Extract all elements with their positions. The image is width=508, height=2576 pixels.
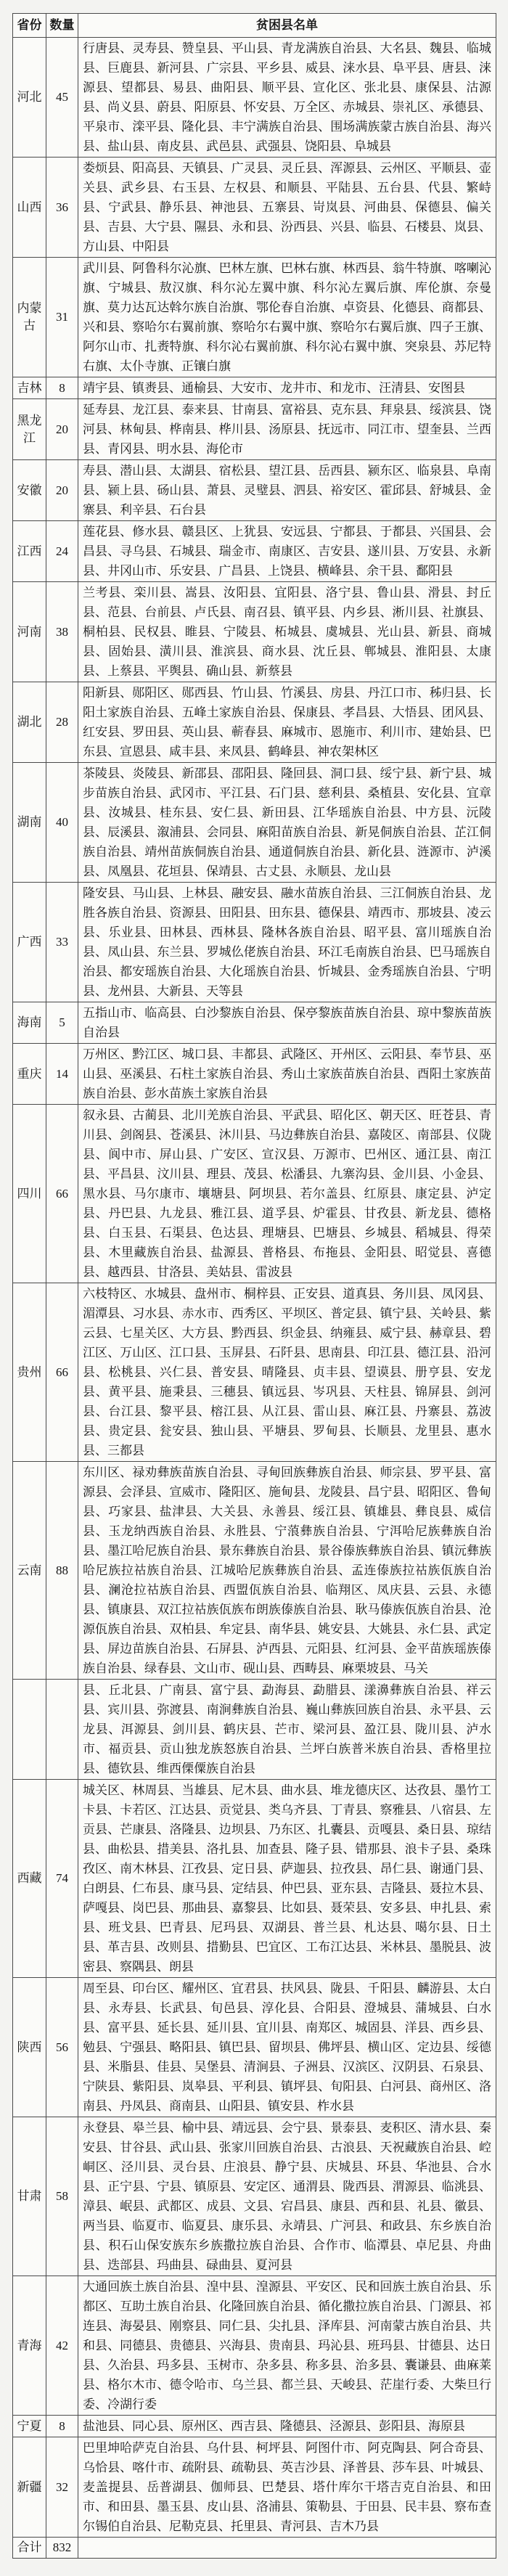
table-row: [13, 2416, 496, 2437]
count-cell: 8: [46, 2416, 78, 2437]
province-cell: 内蒙古: [13, 258, 46, 377]
province-cell: 广西: [13, 883, 46, 1002]
table-row: [13, 1680, 496, 1780]
counties-cell: 六枝特区、水城县、盘州市、桐梓县、正安县、道真县、务川县、凤冈县、湄潭县、习水县、赤水市、西秀区、平坝区、普定县、镇宁县、关岭县、紫云县、七星关区、大方县、黔西县、织金县、纳雍县、威宁县、赫章县、碧江区、万山区、江口县、玉屏县、石阡县、思南县、印江县、德江县、沿河县、松桃县、兴仁县、普安县、晴隆县、贞丰县、望谟县、册亨县、安龙县、黄平县、施秉县、三穗县、镇远县、岑巩县、天柱县、锦屏县、剑河县、台江县、黎平县、榕江县、从江县、雷山县、麻江县、丹寨县、荔波县、贵定县、瓮安县、独山县、平塘县、罗甸县、长顺县、龙里县、惠水县、三都县: [78, 1283, 496, 1462]
province-cell: 吉林: [13, 377, 46, 399]
table-row: [13, 1462, 496, 1680]
counties-cell: 县、丘北县、广南县、富宁县、勐海县、勐腊县、漾濞彝族自治县、祥云县、宾川县、弥渡县、南涧彝族自治县、巍山彝族回族自治县、永平县、云龙县、洱源县、剑川县、鹤庆县、芒市、梁河县、盈江县、陇川县、泸水市、福贡县、贡山独龙族怒族自治县、兰坪白族普米族自治县、香格里拉县、德钦县、维西傈僳族自治县: [78, 1680, 496, 1780]
counties-cell: 盐池县、同心县、原州区、西吉县、隆德县、泾源县、彭阳县、海原县: [78, 2416, 496, 2437]
table-row: [13, 682, 496, 763]
counties-cell: 万州区、黔江区、城口县、丰都县、武隆区、开州区、云阳县、奉节县、巫山县、巫溪县、石柱土家族自治县、秀山土家族苗族自治县、酉阳土家族苗族自治县、彭水苗族土家族自治县: [78, 1044, 496, 1105]
counties-cell: 阳新县、郧阳区、郧西县、竹山县、竹溪县、房县、丹江口市、秭归县、长阳土家族自治县、五峰土家族自治县、保康县、孝昌县、大悟县、团风县、红安县、罗田县、英山县、蕲春县、麻城市、恩施市、利川市、建始县、巴东县、宣恩县、咸丰县、来凤县、鹤峰县、神农架林区: [78, 682, 496, 763]
table-row: [13, 2538, 496, 2559]
count-cell: 38: [46, 582, 78, 682]
counties-cell: 寿县、潜山县、太湖县、宿松县、望江县、岳西县、颍东区、临泉县、阜南县、颍上县、砀山县、萧县、灵璧县、泗县、裕安区、霍邱县、舒城县、金寨县、利辛县、石台县: [78, 460, 496, 521]
counties-cell: 永登县、皋兰县、榆中县、靖远县、会宁县、景泰县、麦积区、清水县、秦安县、甘谷县、武山县、张家川回族自治县、古浪县、天祝藏族自治县、崆峒区、泾川县、灵台县、庄浪县、静宁县、庆城县、环县、华池县、合水县、正宁县、宁县、镇原县、安定区、通渭县、陇西县、渭源县、临洮县、漳县、岷县、武都区、成县、文县、宕昌县、康县、西和县、礼县、徽县、两当县、临夏市、临夏县、康乐县、永靖县、广河县、和政县、东乡族自治县、积石山保安族东乡族撒拉族自治县、合作市、临潭县、卓尼县、舟曲县、迭部县、玛曲县、碌曲县、夏河县: [78, 2117, 496, 2276]
province-cell: 陕西: [13, 1978, 46, 2117]
count-cell: 88: [46, 1462, 78, 1680]
poverty-county-table: [12, 13, 496, 2559]
table-row: [13, 2437, 496, 2538]
table-row: [13, 460, 496, 521]
table-row: [13, 377, 496, 399]
counties-cell: 隆安县、马山县、上林县、融安县、融水苗族自治县、三江侗族自治县、龙胜各族自治县、资源县、田阳县、田东县、德保县、靖西市、那坡县、凌云县、乐业县、田林县、西林县、隆林各族自治县、昭平县、富川瑶族自治县、凤山县、东兰县、罗城仫佬族自治县、环江毛南族自治县、巴马瑶族自治县、都安瑶族自治县、大化瑶族自治县、忻城县、金秀瑶族自治县、宁明县、龙州县、大新县、天等县: [78, 883, 496, 1002]
province-cell: 甘肃: [13, 2117, 46, 2276]
counties-cell: 叙永县、古蔺县、北川羌族自治县、平武县、昭化区、朝天区、旺苍县、青川县、剑阁县、苍溪县、沐川县、马边彝族自治县、嘉陵区、南部县、仪陇县、阆中市、屏山县、广安区、宣汉县、万源市、巴州区、通江县、南江县、平昌县、汶川县、理县、茂县、松潘县、九寨沟县、金川县、小金县、黑水县、马尔康市、壤塘县、阿坝县、若尔盖县、红原县、康定县、泸定县、丹巴县、九龙县、雅江县、道孚县、炉霍县、甘孜县、新龙县、德格县、白玉县、石渠县、色达县、理塘县、巴塘县、乡城县、稻城县、得荣县、木里藏族自治县、盐源县、普格县、布拖县、金阳县、昭觉县、喜德县、越西县、甘洛县、美姑县、雷波县: [78, 1105, 496, 1283]
counties-cell: 周至县、印台区、耀州区、宜君县、扶风县、陇县、千阳县、麟游县、太白县、永寿县、长武县、旬邑县、淳化县、合阳县、澄城县、蒲城县、白水县、富平县、延长县、延川县、宜川县、南郑区、城固县、洋县、西乡县、勉县、宁强县、略阳县、镇巴县、留坝县、佛坪县、横山区、定边县、绥德县、米脂县、佳县、吴堡县、清涧县、子洲县、汉滨区、汉阴县、石泉县、宁陕县、紫阳县、岚皋县、平利县、镇坪县、旬阳县、白河县、商州区、洛南县、丹凤县、商南县、山阳县、镇安县、柞水县: [78, 1978, 496, 2117]
province-cell: 西藏: [13, 1780, 46, 1978]
count-cell: 5: [46, 1002, 78, 1044]
province-cell: 山西: [13, 158, 46, 258]
table-row: [13, 38, 496, 158]
province-cell: 安徽: [13, 460, 46, 521]
province-cell: 重庆: [13, 1044, 46, 1105]
count-cell: 20: [46, 460, 78, 521]
province-cell: 河南: [13, 582, 46, 682]
count-cell: 8: [46, 377, 78, 399]
counties-cell: 茶陵县、炎陵县、新邵县、邵阳县、隆回县、洞口县、绥宁县、新宁县、城步苗族自治县、武冈市、平江县、石门县、慈利县、桑植县、安化县、宜章县、汝城县、桂东县、安仁县、新田县、江华瑶族自治县、中方县、沅陵县、辰溪县、溆浦县、会同县、麻阳苗族自治县、新晃侗族自治县、芷江侗族自治县、靖州苗族侗族自治县、通道侗族自治县、新化县、涟源市、泸溪县、凤凰县、花垣县、保靖县、古丈县、永顺县、龙山县: [78, 763, 496, 883]
header-row: [13, 14, 496, 38]
province-cell: 合计: [13, 2538, 46, 2559]
province-cell: 江西: [13, 521, 46, 582]
table-row: [13, 1978, 496, 2117]
table-row: [13, 2117, 496, 2276]
count-cell: 66: [46, 1105, 78, 1283]
count-cell: 28: [46, 682, 78, 763]
count-cell: 58: [46, 2117, 78, 2276]
count-cell: 74: [46, 1780, 78, 1978]
counties-cell: 城关区、林周县、当雄县、尼木县、曲水县、堆龙德庆区、达孜县、墨竹工卡县、卡若区、江达县、贡觉县、类乌齐县、丁青县、察雅县、八宿县、左贡县、芒康县、洛隆县、边坝县、乃东区、扎囊县、贡嘎县、桑日县、琼结县、曲松县、措美县、洛扎县、加查县、隆子县、错那县、浪卡子县、桑珠孜区、南木林县、江孜县、定日县、萨迦县、拉孜县、昂仁县、谢通门县、白朗县、仁布县、康马县、定结县、仲巴县、亚东县、吉隆县、聂拉木县、萨嘎县、岗巴县、那曲县、嘉黎县、比如县、聂荣县、安多县、申扎县、索县、班戈县、巴青县、尼玛县、双湖县、普兰县、札达县、噶尔县、日土县、革吉县、改则县、措勤县、巴宜区、工布江达县、米林县、墨脱县、波密县、察隅县、朗县: [78, 1780, 496, 1978]
table-row: [13, 1105, 496, 1283]
province-cell: 新疆: [13, 2437, 46, 2538]
count-cell: 40: [46, 763, 78, 883]
table-row: [13, 158, 496, 258]
table-row: [13, 521, 496, 582]
province-cell: 湖北: [13, 682, 46, 763]
count-cell: 45: [46, 38, 78, 158]
header-province: 省份: [13, 14, 46, 38]
count-cell: 24: [46, 521, 78, 582]
counties-cell: 巴里坤哈萨克自治县、乌什县、柯坪县、阿图什市、阿克陶县、阿合奇县、乌恰县、喀什市、疏附县、疏勒县、英吉沙县、泽普县、莎车县、叶城县、麦盖提县、岳普湖县、伽师县、巴楚县、塔什库尔干塔吉克自治县、和田市、和田县、墨玉县、皮山县、洛浦县、策勒县、于田县、民丰县、察布查尔锡伯自治县、尼勒克县、托里县、青河县、吉木乃县: [78, 2437, 496, 2538]
province-cell: 黑龙江: [13, 399, 46, 460]
count-cell: 33: [46, 883, 78, 1002]
counties-cell: 东川区、禄劝彝族苗族自治县、寻甸回族彝族自治县、师宗县、罗平县、富源县、会泽县、宣威市、隆阳区、施甸县、龙陵县、昌宁县、昭阳区、鲁甸县、巧家县、盐津县、大关县、永善县、绥江县、镇雄县、彝良县、威信县、玉龙纳西族自治县、永胜县、宁蒗彝族自治县、宁洱哈尼族彝族自治县、墨江哈尼族自治县、景东彝族自治县、景谷傣族彝族自治县、镇沅彝族哈尼族拉祜族自治县、江城哈尼族彝族自治县、孟连傣族拉祜族佤族自治县、澜沧拉祜族自治县、西盟佤族自治县、临翔区、凤庆县、云县、永德县、镇康县、双江拉祜族佤族布朗族傣族自治县、耿马傣族佤族自治县、沧源佤族自治县、双柏县、牟定县、南华县、姚安县、大姚县、永仁县、武定县、屏边苗族自治县、石屏县、泸西县、元阳县、红河县、金平苗族瑶族傣族自治县、绿春县、文山市、砚山县、西畴县、麻栗坡县、马关: [78, 1462, 496, 1680]
count-cell: 20: [46, 399, 78, 460]
counties-cell: 延寿县、龙江县、泰来县、甘南县、富裕县、克东县、拜泉县、绥滨县、饶河县、林甸县、桦南县、桦川县、汤原县、抚远市、同江市、望奎县、兰西县、青冈县、明水县、海伦市: [78, 399, 496, 460]
table-row: [13, 883, 496, 1002]
count-cell: 42: [46, 2276, 78, 2416]
province-cell: [13, 1680, 46, 1780]
header-count: 数量: [46, 14, 78, 38]
table-row: [13, 582, 496, 682]
count-cell: 36: [46, 158, 78, 258]
province-cell: 湖南: [13, 763, 46, 883]
table-row: [13, 399, 496, 460]
table-row: [13, 258, 496, 377]
count-cell: 31: [46, 258, 78, 377]
count-cell: 56: [46, 1978, 78, 2117]
count-cell: 14: [46, 1044, 78, 1105]
counties-cell: 行唐县、灵寿县、赞皇县、平山县、青龙满族自治县、大名县、魏县、临城县、巨鹿县、新河县、广宗县、平乡县、威县、涞水县、阜平县、唐县、涞源县、望都县、易县、曲阳县、顺平县、宣化区、张北县、康保县、沽源县、尚义县、蔚县、阳原县、怀安县、万全区、赤城县、崇礼区、承德县、平泉市、滦平县、隆化县、丰宁满族自治县、围场满族蒙古族自治县、海兴县、盐山县、南皮县、武邑县、武强县、饶阳县、阜城县: [78, 38, 496, 158]
header-list: 贫困县名单: [78, 14, 496, 38]
province-cell: 四川: [13, 1105, 46, 1283]
table-row: [13, 1780, 496, 1978]
table-row: [13, 1283, 496, 1462]
counties-cell: 莲花县、修水县、赣县区、上犹县、安远县、宁都县、于都县、兴国县、会昌县、寻乌县、石城县、瑞金市、南康区、吉安县、遂川县、万安县、永新县、井冈山市、乐安县、广昌县、上饶县、横峰县、余干县、鄱阳县: [78, 521, 496, 582]
table-row: [13, 2276, 496, 2416]
table-row: [13, 1002, 496, 1044]
count-cell: [46, 1680, 78, 1780]
table-header: [13, 14, 496, 38]
counties-cell: 兰考县、栾川县、嵩县、汝阳县、宜阳县、洛宁县、鲁山县、滑县、封丘县、范县、台前县、卢氏县、南召县、镇平县、内乡县、淅川县、社旗县、桐柏县、民权县、睢县、宁陵县、柘城县、虞城县、光山县、新县、商城县、固始县、潢川县、淮滨县、商水县、沈丘县、郸城县、淮阳县、太康县、上蔡县、平舆县、确山县、新蔡县: [78, 582, 496, 682]
counties-cell: 靖宇县、镇赉县、通榆县、大安市、龙井市、和龙市、汪清县、安图县: [78, 377, 496, 399]
count-cell: 832: [46, 2538, 78, 2559]
counties-cell: [78, 2538, 496, 2559]
table-row: [13, 1044, 496, 1105]
province-cell: 贵州: [13, 1283, 46, 1462]
counties-cell: 大通回族土族自治县、湟中县、湟源县、平安区、民和回族土族自治县、乐都区、互助土族自治县、化隆回族自治县、循化撒拉族自治县、门源县、祁连县、海晏县、刚察县、同仁县、尖扎县、泽库县、河南蒙古族自治县、共和县、同德县、贵德县、兴海县、贵南县、玛沁县、班玛县、甘德县、达日县、久治县、玛多县、玉树市、杂多县、称多县、治多县、囊谦县、曲麻莱县、格尔木市、德令哈市、乌兰县、都兰县、天峻县、茫崖行委、大柴旦行委、冷湖行委: [78, 2276, 496, 2416]
counties-cell: 娄烦县、阳高县、天镇县、广灵县、灵丘县、浑源县、云州区、平顺县、壶关县、武乡县、右玉县、左权县、和顺县、平陆县、五台县、代县、繁峙县、宁武县、静乐县、神池县、五寨县、岢岚县、河曲县、保德县、偏关县、吉县、大宁县、隰县、永和县、汾西县、兴县、临县、石楼县、岚县、方山县、中阳县: [78, 158, 496, 258]
province-cell: 青海: [13, 2276, 46, 2416]
table-row: [13, 763, 496, 883]
counties-cell: 武川县、阿鲁科尔沁旗、巴林左旗、巴林右旗、林西县、翁牛特旗、喀喇沁旗、宁城县、敖汉旗、科尔沁左翼中旗、科尔沁左翼后旗、库伦旗、奈曼旗、莫力达瓦达斡尔族自治旗、鄂伦春自治旗、卓资县、化德县、商都县、兴和县、察哈尔右翼前旗、察哈尔右翼中旗、察哈尔右翼后旗、四子王旗、阿尔山市、扎赉特旗、科尔沁右翼前旗、科尔沁右翼中旗、突泉县、苏尼特右旗、太仆寺旗、正镶白旗: [78, 258, 496, 377]
province-cell: 云南: [13, 1462, 46, 1680]
count-cell: 66: [46, 1283, 78, 1462]
count-cell: 32: [46, 2437, 78, 2538]
table-body: [13, 38, 496, 2559]
province-cell: 海南: [13, 1002, 46, 1044]
province-cell: 宁夏: [13, 2416, 46, 2437]
counties-cell: 五指山市、临高县、白沙黎族自治县、保亭黎族苗族自治县、琼中黎族苗族自治县: [78, 1002, 496, 1044]
province-cell: 河北: [13, 38, 46, 158]
